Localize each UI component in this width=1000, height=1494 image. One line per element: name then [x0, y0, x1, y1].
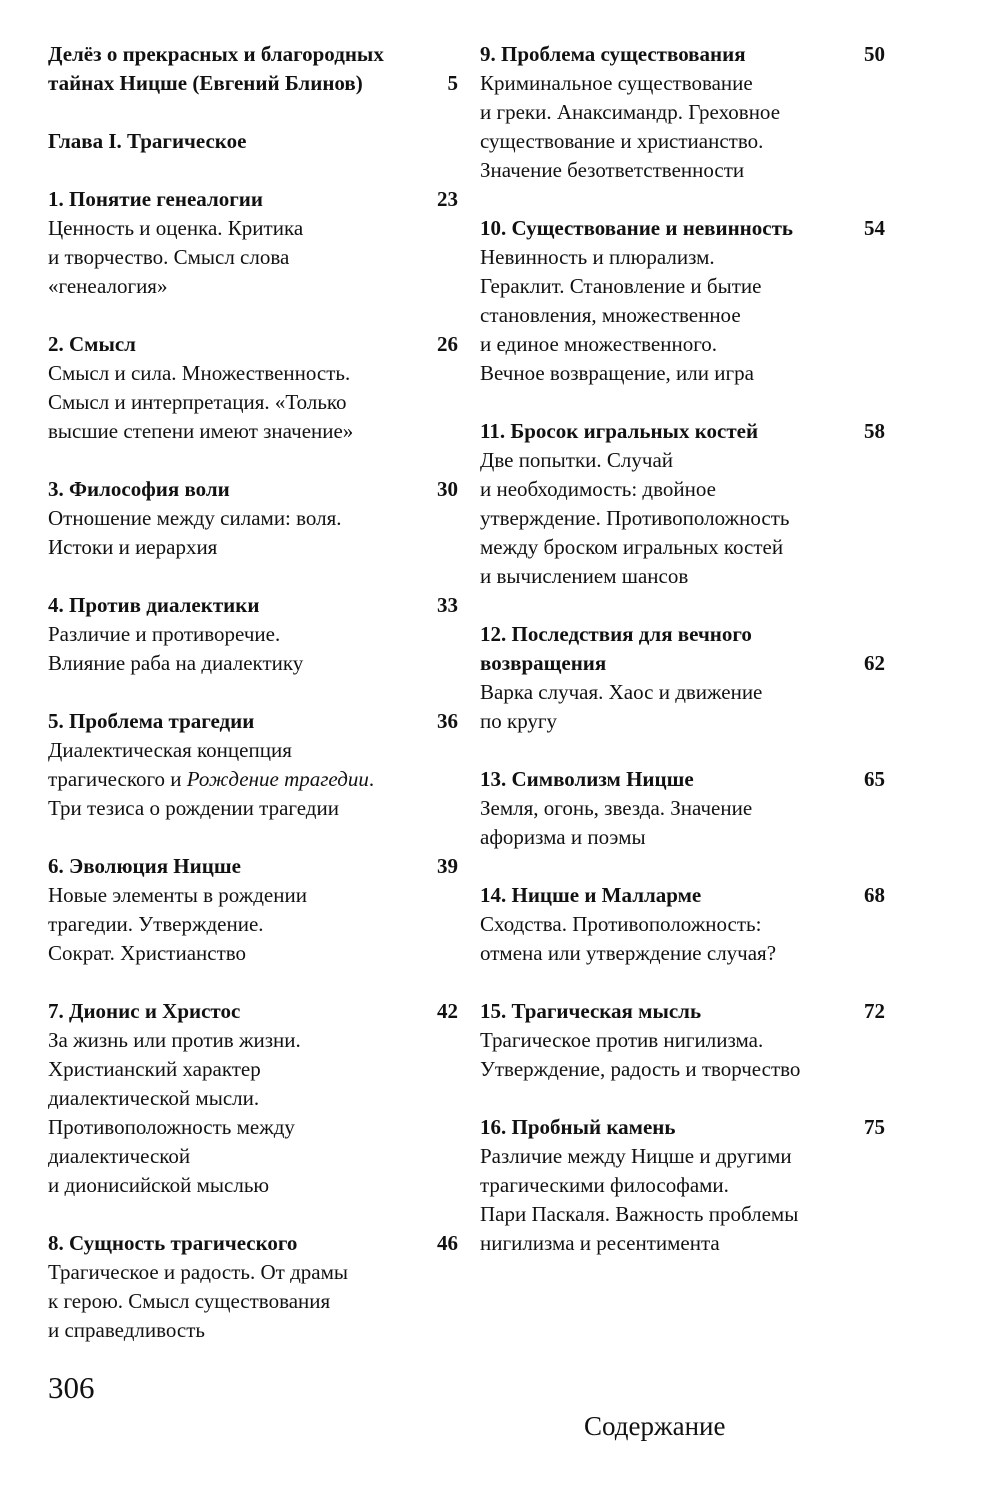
description-line: Невинность и плюрализм.: [480, 245, 715, 269]
toc-entry-page: 65: [864, 767, 885, 791]
description-line: Гераклит. Становление и бытие: [480, 274, 762, 298]
description-line: трагическими философами.: [480, 1173, 729, 1197]
description-line: [48, 765, 458, 794]
toc-section-entry: [48, 852, 458, 968]
book-title-italic: Рождение трагедии: [186, 767, 369, 791]
toc-entry-description: [48, 881, 458, 968]
toc-entry-heading: [48, 185, 458, 214]
description-line: Влияние раба на диалектику: [48, 651, 304, 675]
toc-entry-description: [48, 214, 458, 301]
toc-section-entry: [480, 765, 885, 852]
toc-entry-heading: [48, 997, 458, 1026]
toc-entry-description: [480, 1142, 885, 1258]
right-section-list: [480, 40, 885, 1258]
toc-entry-page: 58: [864, 419, 885, 443]
description-line: Сократ. Христианство: [48, 941, 247, 965]
description-line: и творчество. Смысл слова: [48, 245, 290, 269]
description-line: Варка случая. Хаос и движение: [480, 680, 763, 704]
description-line: Трагическое против нигилизма.: [480, 1028, 764, 1052]
description-line: диалектической мысли.: [48, 1086, 260, 1110]
description-line: Христианский характер: [48, 1057, 261, 1081]
toc-entry-heading: [48, 40, 458, 98]
toc-entry-description: [480, 243, 885, 388]
toc-entry-description: [480, 910, 885, 968]
description-line: Криминальное существование: [480, 71, 753, 95]
toc-section-entry: [48, 475, 458, 562]
toc-intro-entry: [48, 40, 458, 98]
toc-entry-title: 8. Сущность трагического: [48, 1231, 298, 1255]
toc-section-entry: [480, 881, 885, 968]
description-line: Смысл и интерпретация. «Только: [48, 390, 347, 414]
toc-entry-heading: [480, 214, 885, 243]
toc-entry-heading: [48, 707, 458, 736]
description-text: .: [368, 767, 375, 791]
toc-entry-description: [480, 1026, 885, 1084]
description-line: Трагическое и радость. От драмы: [48, 1260, 348, 1284]
toc-entry-page: 42: [437, 999, 458, 1023]
page-number: 306: [48, 1370, 95, 1405]
description-line: нигилизма и ресентимента: [480, 1231, 720, 1255]
toc-entry-page: 75: [864, 1115, 885, 1139]
toc-entry-page: 68: [864, 883, 885, 907]
toc-right-column: [480, 40, 885, 1258]
toc-entry-title: 15. Трагическая мысль: [480, 999, 702, 1023]
toc-entry-heading: [480, 417, 885, 446]
toc-entry-title: Делёз о прекрасных и благородных тайнах Ницше (Евгений Блинов): [48, 42, 384, 95]
toc-entry-page: 26: [437, 332, 458, 356]
toc-entry-page: 5: [447, 71, 458, 95]
running-title: Содержание: [584, 1411, 726, 1441]
description-line: Новые элементы в рождении: [48, 883, 307, 907]
toc-entry-title: 14. Ницше и Малларме: [480, 883, 702, 907]
toc-entry-title: 7. Дионис и Христос: [48, 999, 241, 1023]
description-line: Пари Паскаля. Важность проблемы: [480, 1202, 799, 1226]
toc-entry-description: [48, 359, 458, 446]
toc-entry-description: [48, 1026, 458, 1200]
description-line: Утверждение, радость и творчество: [480, 1057, 801, 1081]
description-line: и греки. Анаксимандр. Греховное: [480, 100, 781, 124]
toc-entry-page: 62: [864, 651, 885, 675]
description-line: Две попытки. Случай: [480, 448, 673, 472]
toc-entry-title: 10. Существование и невинность: [480, 216, 794, 240]
description-line: и единое множественного.: [480, 332, 718, 356]
description-line: диалектической: [48, 1144, 191, 1168]
toc-entry-title: 4. Против диалектики: [48, 593, 260, 617]
description-line: и дионисийской мыслью: [48, 1173, 270, 1197]
toc-entry-title: 12. Последствия для вечного возвращения: [480, 622, 752, 675]
toc-section-entry: [480, 214, 885, 388]
toc-entry-page: 33: [437, 593, 458, 617]
toc-entry-heading: [48, 330, 458, 359]
description-line: высшие степени имеют значение»: [48, 419, 354, 443]
description-line: существование и христианство.: [480, 129, 764, 153]
description-line: Отношение между силами: воля.: [48, 506, 342, 530]
toc-entry-title: 6. Эволюция Ницше: [48, 854, 241, 878]
toc-section-entry: [480, 620, 885, 736]
toc-section-entry: [48, 707, 458, 823]
description-line: Значение безответственности: [480, 158, 745, 182]
toc-entry-description: [480, 69, 885, 185]
description-line: между броском игральных костей: [480, 535, 784, 559]
left-section-list: [48, 185, 458, 1345]
toc-entry-heading: [480, 765, 885, 794]
description-line: Диалектическая концепция: [48, 738, 292, 762]
toc-entry-heading: [480, 1113, 885, 1142]
toc-entry-page: 46: [437, 1231, 458, 1255]
toc-entry-page: 23: [437, 187, 458, 211]
description-line: и справедливость: [48, 1318, 205, 1342]
toc-entry-page: 30: [437, 477, 458, 501]
description-text: трагического и: [48, 767, 187, 791]
toc-section-entry: [48, 591, 458, 678]
toc-entry-page: 39: [437, 854, 458, 878]
toc-entry-description: [48, 736, 458, 823]
toc-entry-heading: [48, 591, 458, 620]
toc-section-entry: [48, 185, 458, 301]
toc-section-entry: [48, 997, 458, 1200]
toc-entry-title: 16. Пробный камень: [480, 1115, 676, 1139]
description-line: Сходства. Противоположность:: [480, 912, 762, 936]
toc-entry-page: 72: [864, 999, 885, 1023]
toc-section-entry: [480, 997, 885, 1084]
toc-entry-description: [48, 1258, 458, 1345]
toc-entry-page: 54: [864, 216, 885, 240]
description-line: к герою. Смысл существования: [48, 1289, 331, 1313]
description-line: и необходимость: двойное: [480, 477, 716, 501]
toc-entry-page: 50: [864, 42, 885, 66]
toc-entry-description: [480, 794, 885, 852]
toc-entry-description: [480, 446, 885, 591]
description-line: Смысл и сила. Множественность.: [48, 361, 351, 385]
description-line: Различие между Ницше и другими: [480, 1144, 792, 1168]
toc-section-entry: [480, 40, 885, 185]
toc-entry-heading: [48, 1229, 458, 1258]
toc-entry-title: 2. Смысл: [48, 332, 136, 356]
description-line: За жизнь или против жизни.: [48, 1028, 301, 1052]
toc-entry-title: 11. Бросок игральных костей: [480, 419, 759, 443]
toc-entry-description: [48, 620, 458, 678]
toc-entry-page: 36: [437, 709, 458, 733]
toc-entry-heading: [48, 475, 458, 504]
toc-entry-heading: [48, 852, 458, 881]
toc-entry-description: [48, 504, 458, 562]
description-line: «генеалогия»: [48, 274, 168, 298]
toc-entry-title: 9. Проблема существования: [480, 42, 746, 66]
toc-entry-title: 3. Философия воли: [48, 477, 230, 501]
toc-left-column: [48, 40, 458, 1345]
description-line: афоризма и поэмы: [480, 825, 646, 849]
toc-entry-title: 5. Проблема трагедии: [48, 709, 255, 733]
description-line: отмена или утверждение случая?: [480, 941, 777, 965]
description-line: Противоположность между: [48, 1115, 295, 1139]
chapter-title: Глава I. Трагическое: [48, 129, 247, 153]
description-line: Земля, огонь, звезда. Значение: [480, 796, 753, 820]
description-line: Истоки и иерархия: [48, 535, 218, 559]
description-line: утверждение. Противоположность: [480, 506, 790, 530]
toc-section-entry: [480, 1113, 885, 1258]
toc-section-entry: [480, 417, 885, 591]
toc-entry-title: 1. Понятие генеалогии: [48, 187, 263, 211]
description-line: и вычислением шансов: [480, 564, 689, 588]
toc-section-entry: [48, 330, 458, 446]
toc-entry-heading: [480, 620, 885, 678]
toc-entry-heading: [480, 40, 885, 69]
toc-entry-heading: [480, 881, 885, 910]
description-line: становления, множественное: [480, 303, 741, 327]
description-line: Три тезиса о рождении трагедии: [48, 796, 339, 820]
toc-entry-title: 13. Символизм Ницше: [480, 767, 694, 791]
toc-entry-heading: [480, 997, 885, 1026]
description-line: Различие и противоречие.: [48, 622, 281, 646]
description-line: по кругу: [480, 709, 558, 733]
description-line: Ценность и оценка. Критика: [48, 216, 304, 240]
toc-section-entry: [48, 1229, 458, 1345]
description-line: Вечное возвращение, или игра: [480, 361, 754, 385]
description-line: трагедии. Утверждение.: [48, 912, 264, 936]
chapter-heading: [48, 127, 458, 156]
toc-entry-description: [480, 678, 885, 736]
